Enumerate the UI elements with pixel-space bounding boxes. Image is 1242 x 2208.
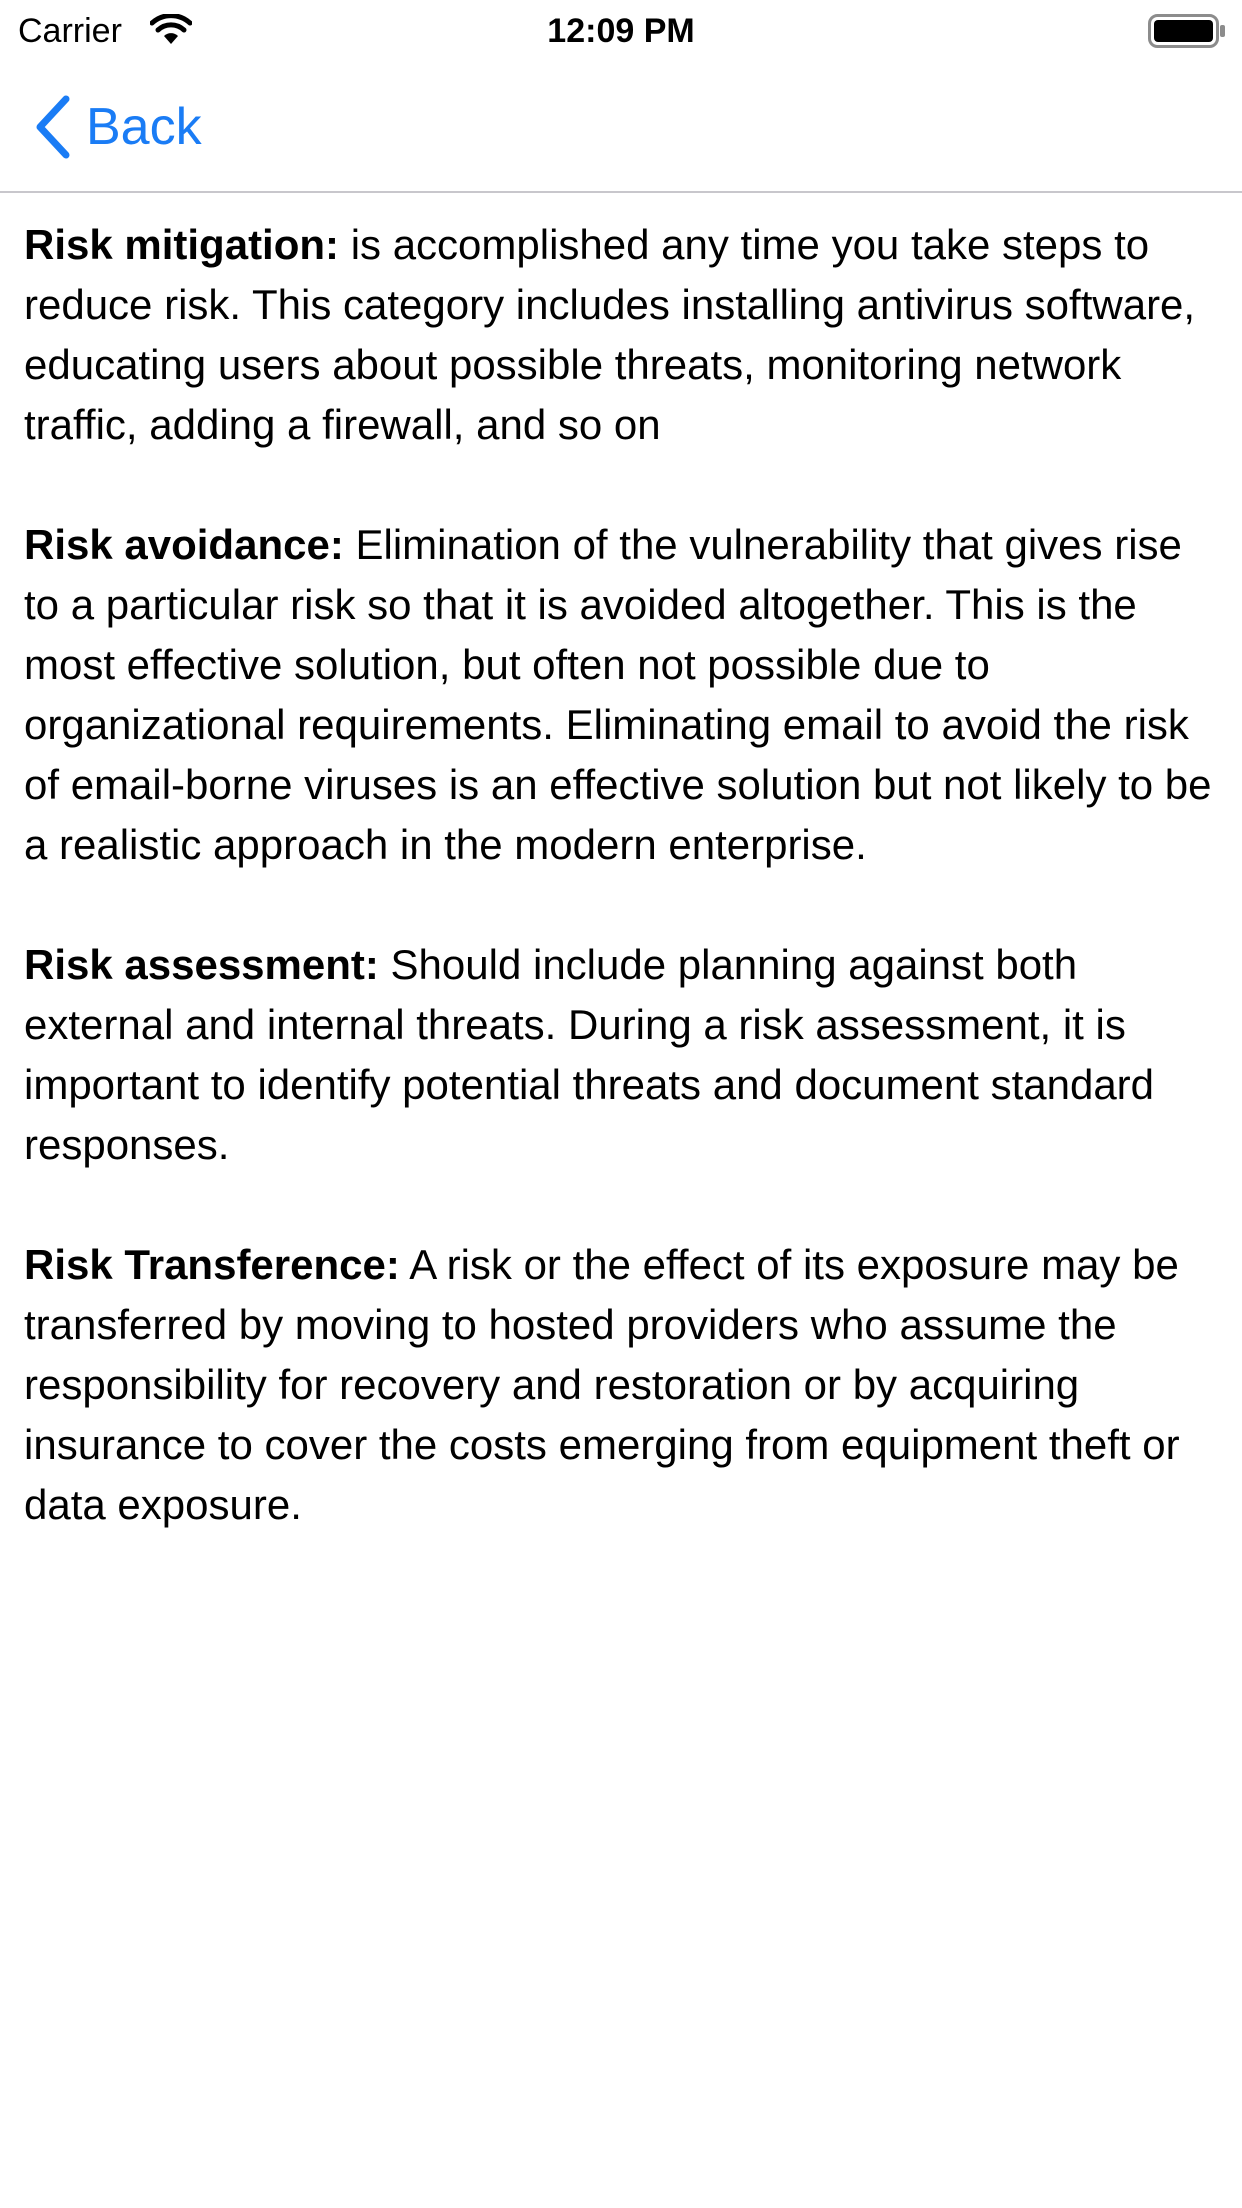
section-text: Elimination of the vulnerability that gives rise to a particular risk so that it is avoided altogether. This is the most effective solution, but often not possible due to organizational requirements. Eliminating email to avoid the risk of email-borne viruses is an effective solution but not likely to be a realistic approach in the modern enterprise. — [24, 521, 1212, 868]
status-bar — [0, 0, 1242, 60]
navigation-bar — [0, 60, 1242, 193]
section-risk-mitigation — [24, 215, 1224, 455]
section-term: Risk assessment: — [24, 941, 379, 988]
section-risk-avoidance — [24, 515, 1224, 875]
section-risk-assessment — [24, 935, 1224, 1175]
section-term: Risk avoidance: — [24, 521, 344, 568]
section-risk-transference — [24, 1235, 1224, 1535]
section-text: A risk or the effect of its exposure may be transferred by moving to hosted providers who assume the responsibility for recovery and restoration or by acquiring insurance to cover the costs emerging from equipment theft or data exposure. — [24, 1241, 1180, 1528]
battery-icon — [1148, 14, 1228, 48]
section-text: Should include planning against both external and internal threats. During a risk assessment, it is important to identify potential threats and document standard responses. — [24, 941, 1155, 1168]
chevron-left-icon — [34, 94, 72, 160]
status-time: 12:09 PM — [547, 12, 695, 50]
section-text: is accomplished any time you take steps to reduce risk. This category includes installing antivirus software, educating users about possible threats, monitoring network traffic, adding a firewall, and so on — [24, 221, 1196, 448]
back-label: Back — [86, 98, 202, 156]
section-term: Risk Transference: — [24, 1241, 400, 1288]
content-body — [24, 215, 1224, 1595]
back-button[interactable] — [34, 94, 202, 160]
section-term: Risk mitigation: — [24, 221, 340, 268]
carrier-label: Carrier — [18, 12, 122, 50]
